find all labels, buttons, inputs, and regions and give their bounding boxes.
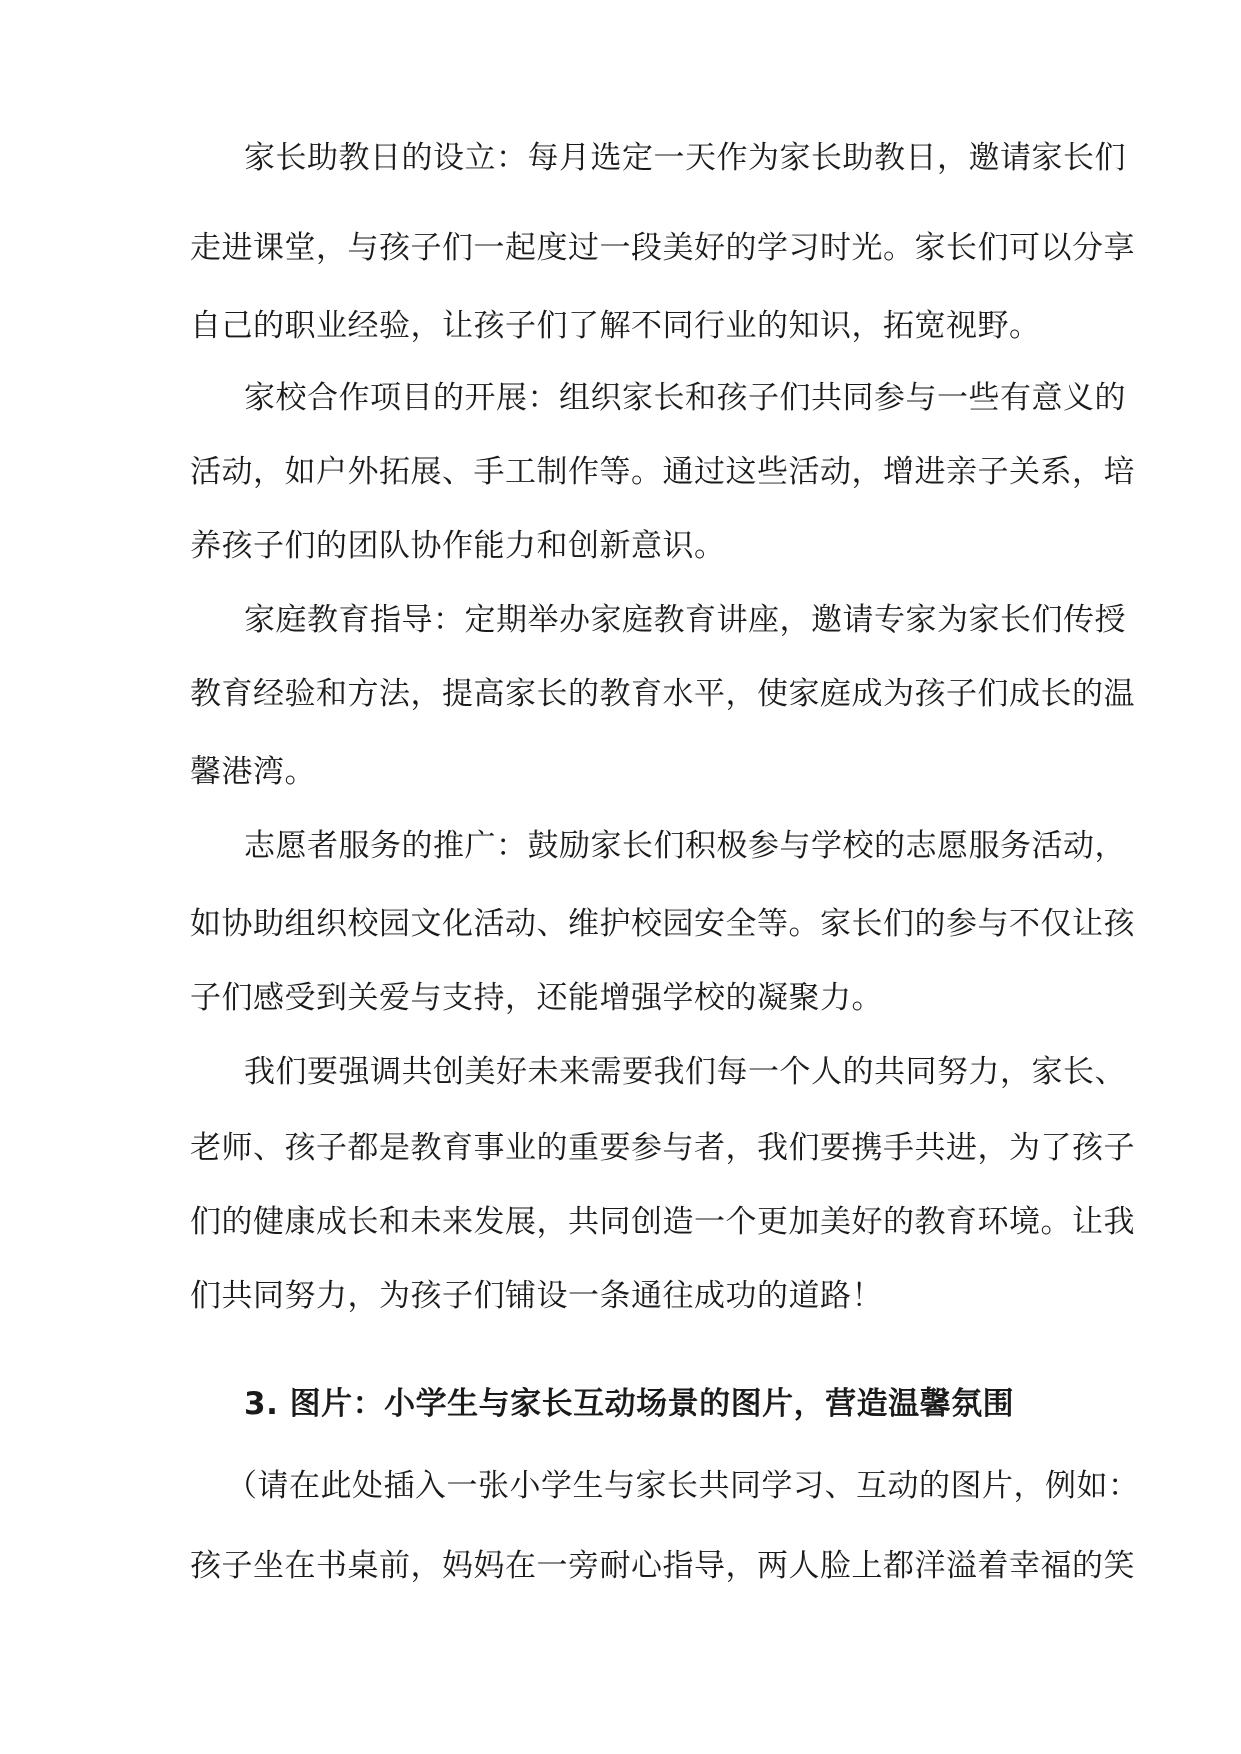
- paragraph-2-line-1: 家校合作项目的开展：组织家长和孩子们共同参与一些有意义的: [244, 380, 1126, 416]
- note-line-2: 孩子坐在书桌前，妈妈在一旁耐心指导，两人脸上都洋溢着幸福的笑: [190, 1548, 1135, 1584]
- paragraph-4-line-1: 志愿者服务的推广：鼓励家长们积极参与学校的志愿服务活动，: [244, 828, 1126, 864]
- paragraph-1-line-3: 自己的职业经验，让孩子们了解不同行业的知识，拓宽视野。: [190, 308, 1041, 344]
- section-heading: 3. 图片：小学生与家长互动场景的图片，营造温馨氛围: [244, 1386, 1015, 1422]
- paragraph-1-line-1: 家长助教日的设立：每月选定一天作为家长助教日，邀请家长们: [244, 140, 1126, 176]
- note-line-1: （请在此处插入一张小学生与家长共同学习、互动的图片，例如：: [226, 1468, 1140, 1504]
- paragraph-5-line-3: 们的健康成长和未来发展，共同创造一个更加美好的教育环境。让我: [190, 1204, 1135, 1240]
- paragraph-4-line-2: 如协助组织校园文化活动、维护校园安全等。家长们的参与不仅让孩: [190, 906, 1135, 942]
- paragraph-5-line-2: 老师、孩子都是教育事业的重要参与者，我们要携手共进，为了孩子: [190, 1130, 1135, 1166]
- paragraph-3-line-2: 教育经验和方法，提高家长的教育水平，使家庭成为孩子们成长的温: [190, 676, 1135, 712]
- paragraph-5-line-4: 们共同努力，为孩子们铺设一条通往成功的道路！: [190, 1278, 883, 1314]
- paragraph-1-line-2: 走进课堂，与孩子们一起度过一段美好的学习时光。家长们可以分享: [190, 230, 1135, 266]
- paragraph-2-line-2: 活动，如户外拓展、手工制作等。通过这些活动，增进亲子关系，培: [190, 454, 1135, 490]
- paragraph-3-line-3: 馨港湾。: [190, 754, 316, 790]
- paragraph-2-line-3: 养孩子们的团队协作能力和创新意识。: [190, 528, 726, 564]
- paragraph-4-line-3: 子们感受到关爱与支持，还能增强学校的凝聚力。: [190, 980, 883, 1016]
- paragraph-5-line-1: 我们要强调共创美好未来需要我们每一个人的共同努力，家长、: [244, 1054, 1126, 1090]
- paragraph-3-line-1: 家庭教育指导：定期举办家庭教育讲座，邀请专家为家长们传授: [244, 602, 1126, 638]
